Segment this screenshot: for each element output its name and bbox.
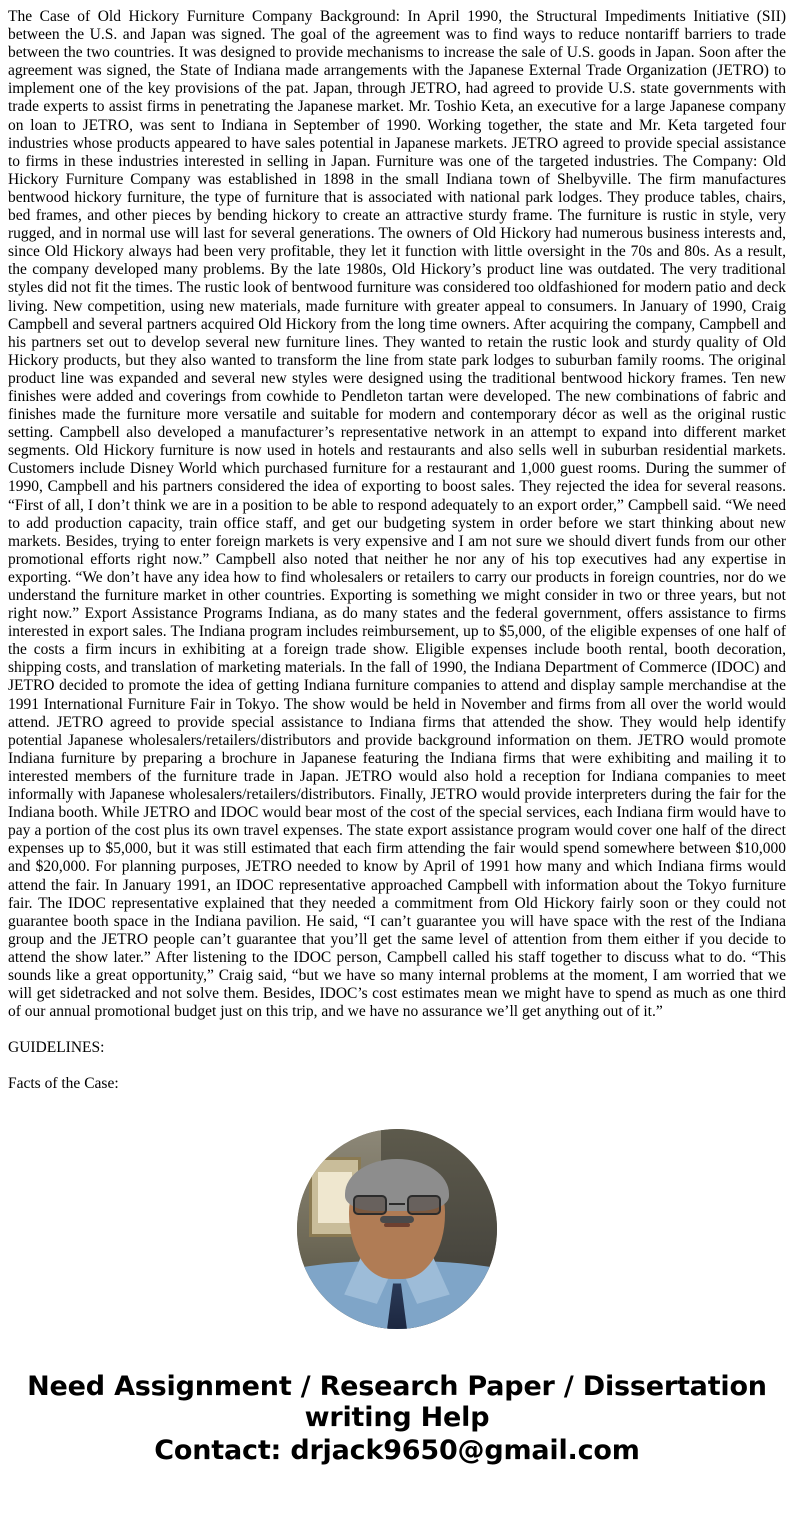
promo-line-2: writing Help bbox=[304, 1402, 490, 1434]
portrait-container bbox=[8, 1129, 786, 1329]
mouth bbox=[384, 1223, 410, 1227]
glasses-bridge bbox=[389, 1203, 405, 1205]
lens-left bbox=[353, 1195, 387, 1215]
spacer bbox=[8, 1057, 786, 1075]
moustache bbox=[380, 1216, 414, 1223]
lens-right bbox=[407, 1195, 441, 1215]
promo-contact: Contact: drjack9650@gmail.com bbox=[154, 1435, 640, 1467]
case-body-text: The Case of Old Hickory Furniture Company Background: In April 1990, the Structural Impediments Initiative (SII) between the U.S. and Japan was signed. The goal of the agreement was to find ways to reduce nontariff barriers to trade between the two countries. It was designed to provide mechanisms to increase the sale of U.S. goods in Japan. Soon after the agreement was signed, the State of Indiana made arrangements with the Japanese External Trade Organization (JETRO) to implement one of the key provisions of the pat. Japan, through JETRO, had agreed to provide U.S. state governments with trade experts to assist firms in penetrating the Japanese market. Mr. Toshio Keta, an executive for a large Japanese company on loan to JETRO, was sent to Indiana in September of 1990. Working together, the state and Mr. Keta targeted four industries whose products appeared to have sales potential in Japanese markets. JETRO agreed to provide special assistance to firms in these industries interested in selling in Japan. Furniture was one of the targeted industries. The Company: Old Hickory Furniture Company was established in 1898 in the small Indiana town of Shelbyville. The firm manufactures bentwood hickory furniture, the type of furniture that is associated with national park lodges. They produce tables, chairs, bed frames, and other pieces by bending hickory to create an attractive sturdy frame. The furniture is rustic in style, very rugged, and in normal use will last for several generations. The owners of Old Hickory had numerous business interests and, since Old Hickory always had been very profitable, they let it function with little oversight in the 70s and 80s. As a result, the company developed many problems. By the late 1980s, Old Hickory’s product line was outdated. The very traditional styles did not fit the times. The rustic look of bentwood furniture was considered too oldfashioned for modern patio and deck living. New competition, using new materials, made furniture with greater appeal to consumers. In January of 1990, Craig Campbell and several partners acquired Old Hickory from the long time owners. After acquiring the company, Campbell and his partners set out to develop several new furniture lines. They wanted to retain the rustic look and sturdy quality of Old Hickory products, but they also wanted to transform the line from state park lodges to suburban family rooms. The original product line was expanded and several new styles were designed using the traditional bentwood hickory frames. Ten new finishes were added and coverings from cowhide to Pendleton tartan were developed. The new combinations of fabric and finishes made the furniture more versatile and suitable for modern and contemporary décor as well as the original rustic setting. Campbell also developed a manufacturer’s representative network in an attempt to expand into different market segments. Old Hickory furniture is now used in hotels and restaurants and also sells well in suburban residential markets. Customers include Disney World which purchased furniture for a restaurant and 1,000 guest rooms. During the summer of 1990, Campbell and his partners considered the idea of exporting to boost sales. They rejected the idea for several reasons. “First of all, I don’t think we are in a position to be able to respond adequately to an export order,” Campbell said. “We need to add production capacity, train office staff, and get our budgeting system in order before we start thinking about new markets. Besides, trying to enter foreign markets is very expensive and I am not sure we should divert funds from our other promotional efforts right now.” Campbell also noted that neither he nor any of his top executives had any expertise in exporting. “We don’t have any idea how to find wholesalers or retailers to carry our products in foreign countries, nor do we understand the furniture market in other countries. Exporting is something we might consider in two or three years, but not right now.” Export Assistance Programs Indiana, as do many states and the federal government, offers assistance to firms interested in export sales. The Indiana program includes reimbursement, up to $5,000, of the eligible expenses of one half of the costs a firm incurs in exhibiting at a foreign trade show. Eligible expenses include booth rental, booth decoration, shipping costs, and translation of marketing materials. In the fall of 1990, the Indiana Department of Commerce (IDOC) and JETRO decided to promote the idea of getting Indiana furniture companies to attend and display sample merchandise at the 1991 International Furniture Fair in Tokyo. The show would be held in November and firms from all over the world would attend. JETRO agreed to provide special assistance to Indiana firms that attended the show. They would help identify potential Japanese wholesalers/retailers/distributors and provide background information on them. JETRO would promote Indiana furniture by preparing a brochure in Japanese featuring the Indiana firms that were exhibiting and mailing it to interested members of the furniture trade in Japan. JETRO would also hold a reception for Indiana companies to meet informally with Japanese wholesalers/retailers/distributors. Finally, JETRO would provide interpreters during the fair for the Indiana booth. While JETRO and IDOC would bear most of the cost of the special services, each Indiana firm would have to pay a portion of the cost plus its own travel expenses. The state export assistance program would cover one half of the direct expenses up to $5,000, but it was still estimated that each firm attending the fair would spend somewhere between $10,000 and $20,000. For planning purposes, JETRO needed to know by April of 1991 how many and which Indiana firms would attend the fair. In January 1991, an IDOC representative approached Campbell with information about the Tokyo furniture fair. The IDOC representative explained that they needed a commitment from Old Hickory fairly soon or they could not guarantee booth space in the Indiana pavilion. He said, “I can’t guarantee you will have space with the rest of the Indiana group and the JETRO people can’t guarantee that you’ll get the same level of attention from them either if you decide to attend the show later.” After listening to the IDOC person, Campbell called his staff together to discuss what to do. “This sounds like a great opportunity,” Craig said, “but we have so many internal problems at the moment, I am worried that we will get sidetracked and not solve them. Besides, IDOC’s cost estimates mean we might have to spend as much as one third of our annual promotional budget just on this trip, and we have no assurance we’ll get anything out of it.” bbox=[8, 8, 786, 1021]
promo-banner bbox=[8, 1371, 786, 1466]
avatar bbox=[297, 1129, 497, 1329]
eyeglasses bbox=[353, 1195, 441, 1217]
promo-line-1: Need Assignment / Research Paper / Dissertation bbox=[27, 1371, 767, 1403]
guidelines-heading: GUIDELINES: bbox=[8, 1039, 105, 1057]
facts-of-the-case-heading: Facts of the Case: bbox=[8, 1075, 119, 1093]
spacer bbox=[8, 1021, 786, 1039]
